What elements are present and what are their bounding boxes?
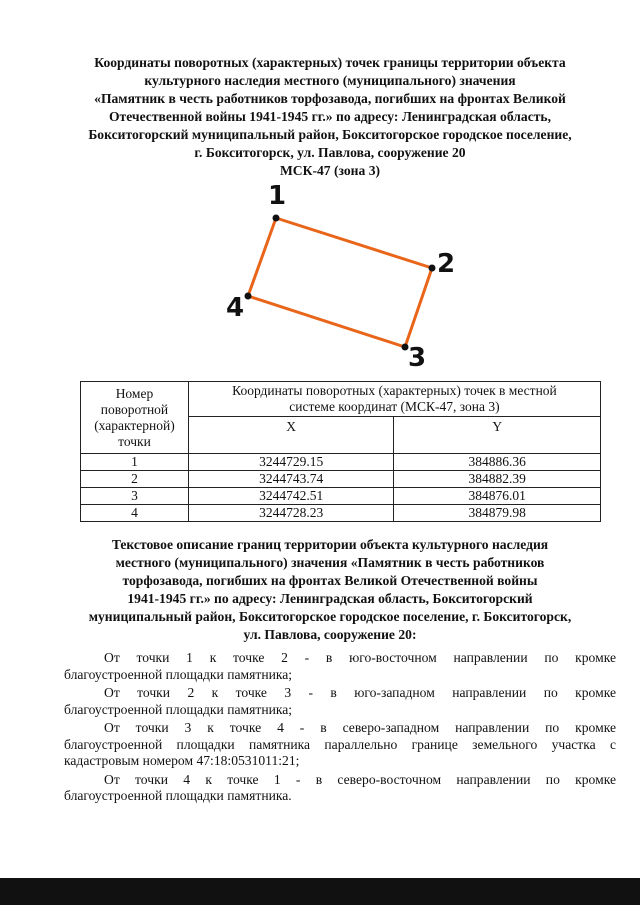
point-label-3: 3 <box>408 343 427 373</box>
subtitle-line: 1941-1945 гг.» по адресу: Ленинградская область, Бокситогорский <box>127 591 533 606</box>
description-line: От точки 2 к точке 3 - в юго-западном направлении по кромке <box>104 685 616 700</box>
description-line: благоустроенной площадки памятника; <box>64 666 293 682</box>
cell-y: 384879.98 <box>394 505 601 522</box>
point-marker-4 <box>245 293 252 300</box>
description-paragraph <box>64 685 616 718</box>
description-paragraph <box>64 772 616 805</box>
subtitle-line: Текстовое описание границ территории объекта культурного наследия <box>111 537 549 552</box>
header-point-number <box>81 382 189 454</box>
cell-point: 2 <box>81 471 189 488</box>
point-label-2: 2 <box>437 249 456 279</box>
cell-x: 3244729.15 <box>188 454 394 471</box>
header-line: системе координат (МСК-47, зона 3) <box>289 399 500 414</box>
coordinates-table <box>80 381 601 522</box>
cell-x: 3244728.23 <box>188 505 394 522</box>
cell-x: 3244742.51 <box>188 488 394 505</box>
subtitle-line: торфозавода, погибших на фронтах Великой Отечественной войны <box>122 573 538 588</box>
title-line: г. Бокситогорск, ул. Павлова, сооружение 20 <box>194 145 466 160</box>
header-x: X <box>188 417 394 454</box>
subtitle-line: местного (муниципального) значения «Памятник в честь работников <box>115 555 545 570</box>
description-line: От точки 1 к точке 2 - в юго-восточном направлении по кромке <box>104 650 616 665</box>
description-line: От точки 4 к точке 1 - в северо-восточном направлении по кромке <box>104 771 616 787</box>
header-line: поворотной <box>100 401 169 417</box>
cell-point: 4 <box>81 505 189 522</box>
subtitle-line: ул. Павлова, сооружение 20: <box>243 627 417 642</box>
header-line: Номер <box>115 385 154 401</box>
description-paragraph <box>64 650 616 683</box>
scan-bottom-edge <box>0 878 640 905</box>
description-line: благоустроенной площадки памятника. <box>64 788 292 803</box>
title-line: МСК-47 (зона 3) <box>279 163 381 178</box>
document-title <box>50 54 610 180</box>
boundary-diagram <box>0 180 640 380</box>
table-row <box>81 488 601 505</box>
table-row <box>81 505 601 522</box>
point-label-4: 4 <box>226 293 245 323</box>
description-line: кадастровым номером 47:18:0531011:21; <box>64 753 300 768</box>
description-line: благоустроенной площадки памятника; <box>64 701 293 717</box>
description-paragraph <box>64 720 616 770</box>
cell-y: 384886.36 <box>394 454 601 471</box>
boundary-description <box>64 650 616 807</box>
cell-point: 1 <box>81 454 189 471</box>
header-coordinates-group <box>188 382 600 417</box>
table-row <box>81 471 601 488</box>
header-line: Координаты поворотных (характерных) точек в местной <box>232 383 557 398</box>
description-line: благоустроенной площадки памятника параллельно границе земельного участка с <box>64 736 616 752</box>
title-line: Отечественной войны 1941-1945 гг.» по адресу: Ленинградская область, <box>108 109 552 124</box>
point-marker-1 <box>273 215 280 222</box>
point-marker-2 <box>429 265 436 272</box>
subtitle-line: муниципальный район, Бокситогорское городское поселение, г. Бокситогорск, <box>88 609 572 624</box>
table-row <box>81 454 601 471</box>
cell-point: 3 <box>81 488 189 505</box>
description-line: От точки 3 к точке 4 - в северо-западном направлении по кромке <box>104 720 616 735</box>
cell-y: 384882.39 <box>394 471 601 488</box>
header-line: (характерной) <box>94 417 175 433</box>
title-line: «Памятник в честь работников торфозавода, погибших на фронтах Великой <box>94 91 566 106</box>
title-line: Бокситогорский муниципальный район, Бокситогорское городское поселение, <box>88 127 572 142</box>
cell-y: 384876.01 <box>394 488 601 505</box>
point-label-1: 1 <box>268 181 287 211</box>
cell-x: 3244743.74 <box>188 471 394 488</box>
description-title <box>50 536 610 644</box>
title-line: культурного наследия местного (муниципального) значения <box>144 73 516 88</box>
header-y: Y <box>394 417 601 454</box>
header-line: точки <box>118 433 151 449</box>
boundary-polygon <box>248 218 432 347</box>
title-line: Координаты поворотных (характерных) точек границы территории объекта <box>94 55 566 70</box>
